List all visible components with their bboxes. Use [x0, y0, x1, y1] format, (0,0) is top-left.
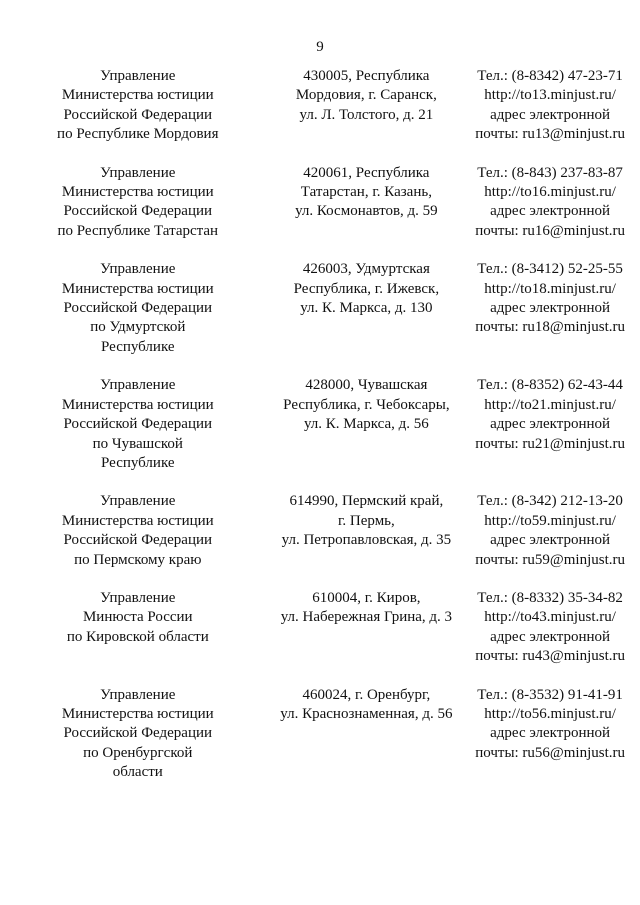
postal-address: 610004, г. Киров, ул. Набережная Грина, д. 3 — [280, 589, 453, 626]
organization-name: Управление Министерства юстиции Российской Федерации по Пермскому краю — [61, 493, 214, 568]
postal-address: 428000, Чувашская Республика, г. Чебоксары, ул. К. Маркса, д. 56 — [283, 377, 450, 433]
entry-perm — [0, 492, 640, 570]
postal-address: 426003, Удмуртская Республика, г. Ижевск, ул. К. Маркса, д. 130 — [293, 261, 440, 317]
entry-kirov — [0, 589, 640, 667]
entry-udmurtia — [0, 260, 640, 357]
entry-orenburg — [0, 686, 640, 783]
entry-mordovia — [0, 67, 640, 145]
contact-info: Тел.: (8-3532) 91-41-91 http://to56.minjust.ru/ адрес электронной почты: ru56@minjust.ru — [475, 686, 625, 761]
entry-tatarstan — [0, 164, 640, 242]
contact-info: Тел.: (8-342) 212-13-20 http://to59.minjust.ru/ адрес электронной почты: ru59@minjust.ru — [475, 493, 625, 568]
contact-info: Тел.: (8-8332) 35-34-82 http://to43.minjust.ru/ адрес электронной почты: ru43@minjust.ru — [475, 589, 625, 665]
contact-info: Тел.: (8-8342) 47-23-71 http://to13.minjust.ru/ адрес электронной почты: ru13@minjust.ru — [475, 68, 625, 143]
organization-name: Управление Министерства юстиции Российской Федерации по Республике Татарстан — [57, 164, 219, 239]
postal-address: 460024, г. Оренбург, ул. Краснознаменная, д. 56 — [280, 686, 453, 722]
contact-info: Тел.: (8-843) 237-83-87 http://to16.minjust.ru/ адрес электронной почты: ru16@minjust.ru — [475, 164, 625, 239]
entry-chuvashia — [0, 376, 640, 473]
organization-name: Управление Минюста России по Кировской области — [66, 589, 209, 645]
organization-name: Управление Министерства юстиции Российской Федерации по Удмуртской Республике — [61, 261, 214, 355]
postal-address: 420061, Республика Татарстан, г. Казань, ул. Космонавтов, д. 59 — [295, 164, 438, 220]
page-number: 9 — [316, 39, 324, 55]
organization-name: Управление Министерства юстиции Российской Федерации по Оренбургской области — [61, 686, 214, 781]
postal-address: 614990, Пермский край, г. Пермь, ул. Петропавловская, д. 35 — [281, 493, 452, 549]
postal-address: 430005, Республика Мордовия, г. Саранск, ул. Л. Толстого, д. 21 — [295, 68, 437, 123]
contact-info: Тел.: (8-8352) 62-43-44 http://to21.minjust.ru/ адрес электронной почты: ru21@minjust.ru — [475, 377, 625, 452]
organization-name: Управление Министерства юстиции Российской Федерации по Чувашской Республике — [61, 377, 214, 471]
contact-info: Тел.: (8-3412) 52-25-55 http://to18.minjust.ru/ адрес электронной почты: ru18@minjust.ru — [475, 261, 625, 336]
directory-list — [0, 67, 640, 802]
organization-name: Управление Министерства юстиции Российской Федерации по Республике Мордовия — [57, 68, 219, 143]
